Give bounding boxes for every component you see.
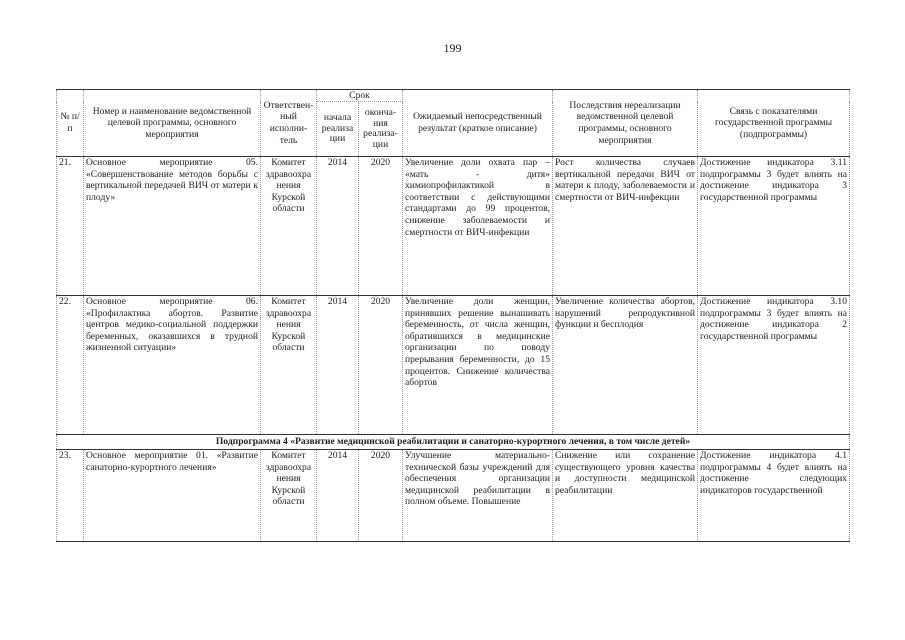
row-end: 2020 [359,450,403,542]
row-responsible: Комитет здравоохра нения Курской области [261,157,317,296]
row-num: 23. [57,450,84,542]
row-start: 2014 [317,157,359,296]
header-term: Срок [317,90,403,102]
row-name: Основное мероприятие 06. «Профилактика абортов. Развитие центров медико-социальной поддержки беременных, оказавшихся в трудной жизненной ситуации» [84,296,261,435]
row-start: 2014 [317,450,359,542]
header-start: начала реализа ции [317,102,359,157]
row-end: 2020 [359,157,403,296]
header-name: Номер и наименование ведомственной целевой программы, основного мероприятия [84,90,261,157]
row-link: Достижение индикатора 3.10 подпрограммы 3 будет влиять на достижение индикатора 2 государственной программы [698,296,850,435]
row-link: Достижение индикатора 3.11 подпрограммы 3 будет влиять на достижение индикатора 3 государственной программы [698,157,850,296]
row-num: 22. [57,296,84,435]
row-consequences: Увеличение количества абортов, нарушений репродуктивной функции и бесплодия [553,296,698,435]
header-link: Связь с показателями государственной программы (подпрограммы) [698,90,850,157]
row-consequences: Рост количества случаев вертикальной передачи ВИЧ от матери к плоду, заболеваемости и смертности от ВИЧ-инфекции [553,157,698,296]
row-start: 2014 [317,296,359,435]
row-responsible: Комитет здравоохра нения Курской области [261,296,317,435]
header-end: оконча-ния реализа-ции [359,102,403,157]
row-result: Увеличение доли женщин, принявших решение вынашивать беременность, от числа женщин, обратившихся в медицинские организации по поводу прерывания беременности, до 15 процентов. Снижение количества абортов [403,296,553,435]
header-result: Ожидаемый непосредственный результат (краткое описание) [403,90,553,157]
table-row [57,450,850,542]
subprogram-title: Подпрограмма 4 «Развитие медицинской реабилитации и санаторно-курортного лечения, в том числе детей» [57,435,850,450]
header-responsible: Ответствен-ный исполни-тель [261,90,317,157]
measures-table [56,89,850,542]
row-result: Улучшение материально-технической базы учреждений для обеспечения организации медицинской реабилитации в полном объеме. Повышение [403,450,553,542]
row-consequences: Снижение или сохранение существующего уровня качества и доступности медицинской реабилитации [553,450,698,542]
header-num: № п/п [57,90,84,157]
page-number: 199 [443,41,462,55]
row-result: Увеличение доли охвата пар – «мать - дитя» химиопрофилактикой в соответствии с действующими стандартами до 99 процентов, снижение заболеваемости и смертности от ВИЧ-инфекции [403,157,553,296]
row-end: 2020 [359,296,403,435]
table-row [57,296,850,435]
row-responsible: Комитет здравоохра нения Курской области [261,450,317,542]
row-link: Достижение индикатора 4.1 подпрограммы 4 будет влиять на достижение следующих индикаторов государственной [698,450,850,542]
table-row [57,157,850,296]
subprogram-row [57,435,850,450]
row-num: 21. [57,157,84,296]
header-consequences: Последствия нереализации ведомственной целевой программы, основного мероприятия [553,90,698,157]
row-name: Основное мероприятие 05. «Совершенствование методов борьбы с вертикальной передачей ВИЧ от матери к плоду» [84,157,261,296]
row-name: Основное мероприятие 01. «Развитие санаторно-курортного лечения» [84,450,261,542]
table-header-row [57,90,850,102]
